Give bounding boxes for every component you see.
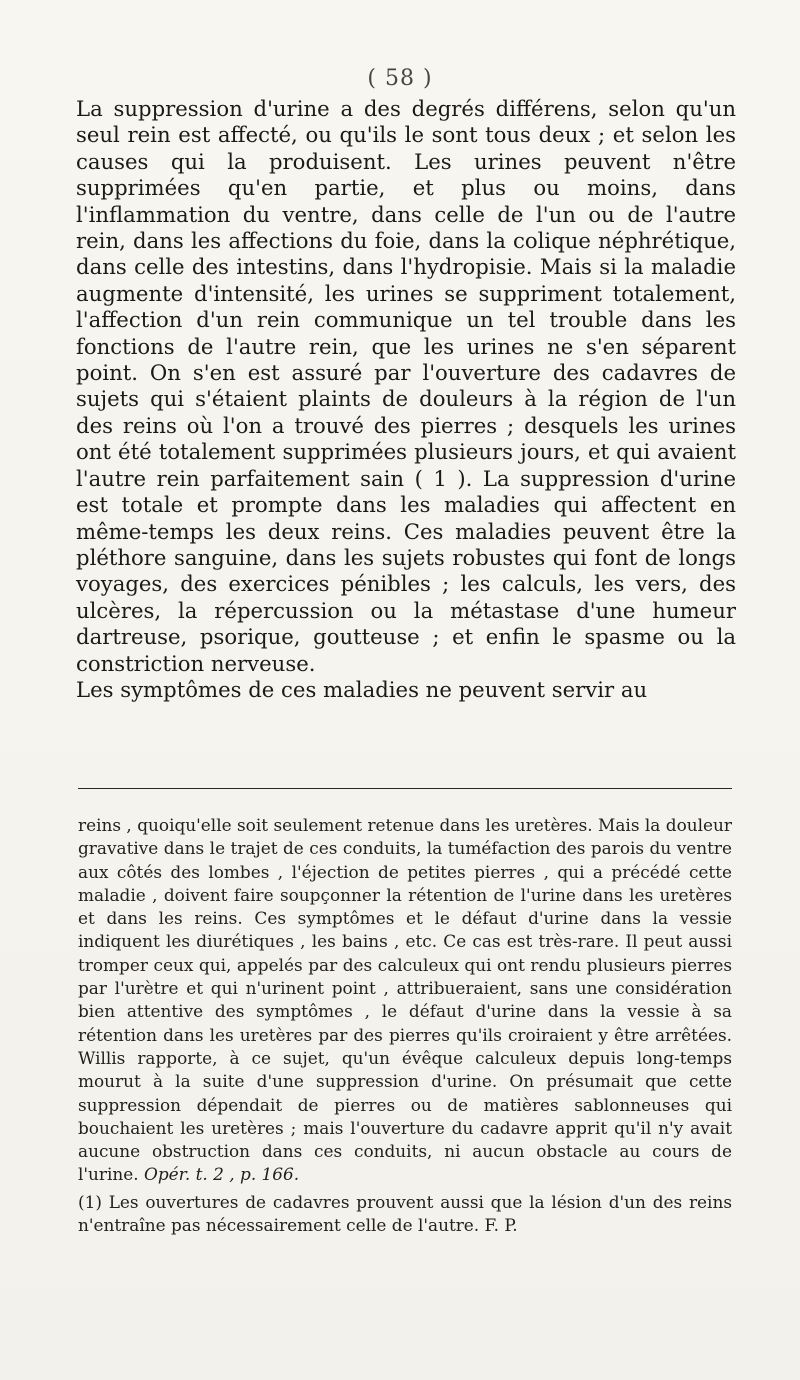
page-number: ( 58 ) bbox=[367, 66, 433, 91]
footnote-continuation bbox=[78, 814, 732, 1187]
footnote-1: (1) Les ouvertures de cadavres prouvent aussi que la lésion d'un des reins n'entraîne pas nécessairement celle de l'autre. F. P. bbox=[78, 1191, 732, 1236]
main-text bbox=[76, 96, 736, 703]
paragraph-symptoms: Les symptômes de ces maladies ne peuvent servir au bbox=[76, 676, 648, 702]
paragraph-suppression: La suppression d'urine a des degrés différens, selon qu'un seul rein est affecté, ou qu'ils le sont tous deux ; et selon les causes qui la produisent. Les urines peuvent n'être supprimées qu'en partie, et plus ou moins, dans l'inflammation du ventre, dans celle de l'un ou de l'autre rein, dans les affections du foie, dans la colique néphrétique, dans celle des intestins, dans l'hydropisie. Mais si la maladie augmente d'intensité, les urines se suppriment totalement, l'affection d'un rein communique un tel trouble dans les fonctions de l'autre rein, que les urines ne s'en séparent point. On s'en est assuré par l'ouverture des cadavres de sujets qui s'étaient plaints de douleurs à la région de l'un des reins où l'on a trouvé des pierres ; desquels les urines ont été totalement supprimées plusieurs jours, et qui avaient l'autre rein parfaitement sain ( 1 ). La suppression d'urine est totale et prompte dans les maladies qui affectent en même-temps les deux reins. Ces maladies peuvent être la pléthore sanguine, dans les sujets robustes qui font de longs voyages, des exercices pénibles ; les calculs, les vers, des ulcères, la répercussion ou la métastase d'une humeur dartreuse, psorique, goutteuse ; et enfin le spasme ou la constriction nerveuse. bbox=[76, 96, 736, 676]
footnotes bbox=[78, 814, 732, 1237]
footnote-continuation-text: reins , quoiqu'elle soit seulement retenue dans les uretères. Mais la douleur gravative dans le trajet de ces conduits, la tuméfaction des parois du ventre aux côtés des lombes , l'éjection de petites pierres , qui a précédé cette maladie , doivent faire soupçonner la rétention de l'urine dans les uretères et dans les reins. Ces symptômes et le défaut d'urine dans la vessie indiquent les diurétiques , les bains , etc. Ce cas est très-rare. Il peut aussi tromper ceux qui, appelés par des calculeux qui ont rendu plusieurs pierres par l'urètre et qui n'urinent point , attribueraient, sans une considération bien attentive des symptômes , le défaut d'urine dans la vessie à sa rétention dans les uretères par des pierres qu'ils croiraient y être arrêtées. Willis rapporte, à ce sujet, qu'un évêque calculeux depuis long-temps mourut à la suite d'une suppression d'urine. On présumait que cette suppression dépendait de pierres ou de matières sablonneuses qui bouchaient les uretères ; mais l'ouverture du cadavre apprit qu'il n'y avait aucune obstruction dans ces conduits, ni aucun obstacle au cours de l'urine. bbox=[78, 815, 732, 1185]
footnote-citation: Opér. t. 2 , p. 166. bbox=[144, 1164, 300, 1185]
footnote-divider bbox=[78, 788, 732, 789]
